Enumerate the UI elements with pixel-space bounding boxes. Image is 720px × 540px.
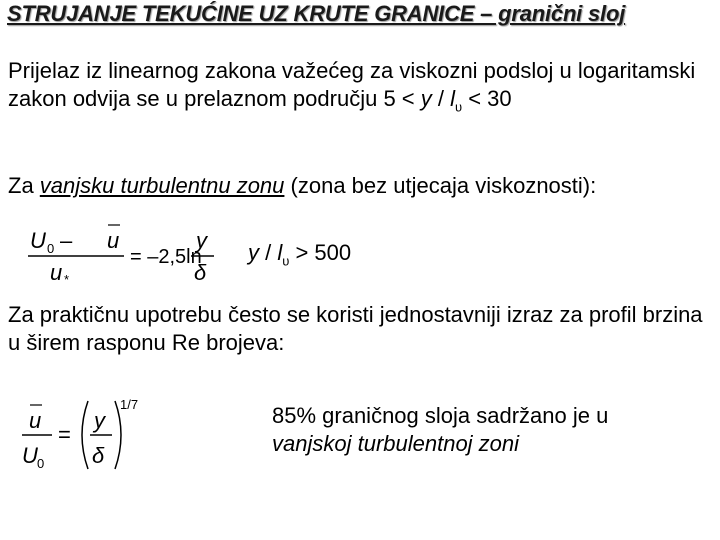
f1-den-sub: *: [64, 272, 70, 287]
f2-frac-den: δ: [92, 443, 105, 468]
p1-text-b: < 30: [462, 86, 512, 111]
f2-frac-num: y: [94, 408, 105, 433]
cond-y: y: [248, 240, 259, 265]
f2-num: u: [29, 408, 42, 433]
p1-text-a: Prijelaz iz linearnog zakona važećeg za viskozni podsloj u logaritamski zakon odvija se u prelaznom području 5 <: [8, 58, 696, 111]
formula-power-law: [20, 395, 160, 475]
p4-line2: vanjskoj turbulentnoj zoni: [272, 431, 520, 456]
cond-l: l: [277, 240, 283, 265]
cond-subscript: υ: [282, 253, 290, 269]
f1-num-sub: 0: [47, 241, 55, 256]
slide-title: STRUJANJE TEKUĆINE UZ KRUTE GRANICE – granični sloj: [7, 1, 626, 26]
f2-den-sub: 0: [37, 456, 45, 471]
p2-prefix: Za: [8, 173, 40, 198]
p1-y: y: [420, 86, 432, 111]
f1-num-b: u: [107, 228, 120, 253]
paragraph-transition: [8, 57, 713, 121]
f1-den: u: [50, 260, 63, 285]
p1-slash: /: [431, 86, 451, 111]
f1-rhs: = –2,5ln: [130, 246, 202, 268]
left-paren: [82, 401, 88, 469]
f1-num-a: U: [30, 228, 46, 253]
f2-den: U: [22, 443, 38, 468]
paragraph-power-law: Za praktičnu upotrebu često se koristi jednostavniji izraz za profil brzina u širem rasponu Re brojeva:: [8, 302, 703, 355]
p4-line1: 85% graničnog sloja sadržano je u: [272, 403, 609, 428]
f1-frac-num: y: [196, 228, 207, 253]
p1-subscript: υ: [454, 99, 463, 115]
cond-slash: /: [259, 240, 278, 265]
condition-outer-zone: [248, 240, 351, 268]
p2-suffix: (zona bez utjecaja viskoznosti):: [284, 173, 597, 198]
formula-velocity-defect: [28, 220, 228, 290]
f2-exponent: 1/7: [120, 397, 139, 412]
f2-eq: =: [58, 422, 71, 447]
f1-frac-den: δ: [194, 260, 207, 285]
paragraph-outer-zone: [8, 172, 596, 200]
p1-l: l: [450, 86, 455, 111]
f1-minus: –: [60, 228, 73, 253]
p2-underlined: vanjsku turbulentnu zonu: [39, 173, 285, 198]
paragraph-note: [272, 402, 712, 458]
cond-rest: > 500: [289, 240, 352, 265]
